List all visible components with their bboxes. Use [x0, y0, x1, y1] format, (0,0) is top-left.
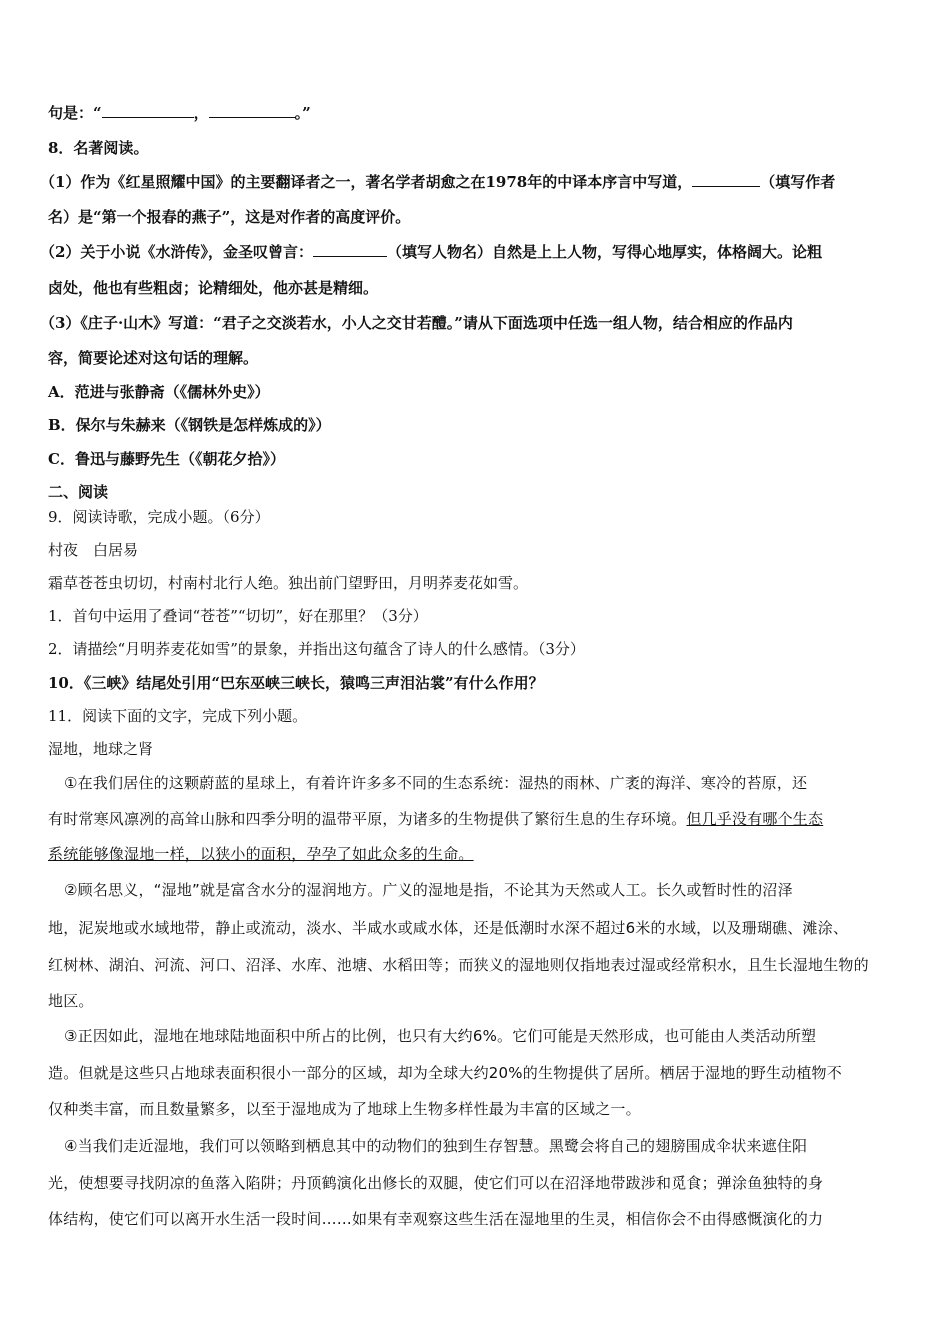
- q8-part1-line2: 名）是“第一个报春的燕子”，这是对作者的高度评价。: [48, 208, 411, 226]
- q8-part1-line1: [40, 172, 835, 192]
- article-p2-line2: 地，泥炭地或水域地带，静止或流动，淡水、半咸水或咸水体，还是低潮时水深不超过6米的水域，以及珊瑚礁、滩涂、: [48, 919, 849, 937]
- q10: 10．《三峡》结尾处引用“巴东巫峡三峡长，猿鸣三声泪沾裳”有什么作用？: [48, 674, 544, 692]
- article-p4-line1: ④当我们走近湿地，我们可以领略到栖息其中的动物们的独到生存智慧。黑鹭会将自己的翅膀围成伞状来遮住阳: [64, 1137, 808, 1155]
- poem-text: 霜草苍苍虫切切，村南村北行人绝。独出前门望野田，月明荞麦花如雪。: [48, 574, 529, 592]
- q8-part2-text: （2）关于小说《水浒传》，金圣叹曾言：: [40, 243, 313, 261]
- article-p4-line2: 光，使想要寻找阴凉的鱼落入陷阱；丹顶鹤演化出修长的双腿，使它们可以在沼泽地带跋涉和觅食；弹涂鱼独特的身: [48, 1174, 824, 1192]
- article-p1-line3: 系统能够像湿地一样，以狭小的面积，孕孕了如此众多的生命。: [48, 845, 474, 863]
- q8-part3-line1: （3）《庄子·山木》写道：“君子之交淡若水，小人之交甘若醴。”请从下面选项中任选一组人物，结合相应的作品内: [40, 314, 793, 332]
- answer-blank[interactable]: [692, 172, 760, 187]
- q8-part3-line2: 容，简要论述对这句话的理解。: [48, 349, 259, 367]
- answer-blank[interactable]: [102, 103, 194, 118]
- article-p3-line1: ③正因如此，湿地在地球陆地面积中所占的比例，也只有大约6%。它们可能是天然形成，也可能由人类活动所塑: [64, 1027, 817, 1045]
- q11-title: 11．阅读下面的文字，完成下列小题。: [48, 707, 308, 725]
- answer-blank[interactable]: [209, 103, 295, 118]
- q8-title: 8．名著阅读。: [48, 139, 149, 157]
- section-heading: 二、阅读: [48, 483, 109, 501]
- q7-sep: ，: [193, 104, 209, 122]
- article-p2-line1: ②顾名思义，“湿地”就是富含水分的湿润地方。广义的湿地是指，不论其为天然或人工。长久或暂时性的沼泽: [64, 881, 793, 899]
- q9-sub1: 1．首句中运用了叠词“苍苍”“切切”，好在那里？（3分）: [48, 607, 428, 625]
- article-p1-line2: [48, 809, 823, 829]
- poem-title: 村夜 白居易: [48, 541, 139, 559]
- q8-part1-hint: （填写作者: [760, 173, 836, 191]
- q7-prefix: 句是：“: [48, 104, 102, 122]
- q8-part2-line1: [40, 242, 822, 262]
- q9-title: 9．阅读诗歌，完成小题。（6分）: [48, 508, 270, 526]
- article-p2-line4: 地区。: [48, 992, 94, 1010]
- q7-answer-line: [48, 103, 311, 123]
- article-p4-line3: 体结构，使它们可以离开水生活一段时间……如果有幸观察这些生活在湿地里的生灵，相信你会不由得感慨演化的力: [48, 1210, 824, 1228]
- article-p2-line3: 红树林、湖泊、河流、河口、沼泽、水库、池塘、水稻田等；而狭义的湿地则仅指地表过湿或经常积水，且生长湿地生物的: [48, 956, 869, 974]
- q8-part2-hint: （填写人物名）自然是上上人物，写得心地厚实，体格阔大。论粗: [386, 243, 822, 261]
- q8-option-c: C．鲁迅与藤野先生（《朝花夕拾》）: [48, 450, 285, 468]
- q8-option-b: B．保尔与朱赫来（《钢铁是怎样炼成的》）: [48, 416, 331, 434]
- article-p1-line1: ①在我们居住的这颗蔚蓝的星球上，有着许许多多不同的生态系统：湿热的雨林、广袤的海洋、寒冷的苔原，还: [64, 774, 808, 792]
- q8-part1-text: （1）作为《红星照耀中国》的主要翻译者之一，著名学者胡愈之在1978年的中译本序言中写道，: [40, 173, 693, 191]
- q8-part2-line2: 卤处，他也有些粗卤；论精细处，他亦甚是精细。: [48, 279, 379, 297]
- article-p3-line2: 造。但就是这些只占地球表面积很小一部分的区域，却为全球大约20%的生物提供了居所。栖居于湿地的野生动植物不: [48, 1064, 842, 1082]
- q7-suffix: 。”: [294, 104, 311, 122]
- answer-blank[interactable]: [313, 242, 387, 257]
- article-p3-line3: 仅种类丰富，而且数量繁多，以至于湿地成为了地球上生物多样性最为丰富的区域之一。: [48, 1100, 641, 1118]
- q8-option-a: A．范进与张静斋（《儒林外史》）: [48, 383, 270, 401]
- article-title: 湿地，地球之肾: [48, 740, 154, 758]
- q9-sub2: 2．请描绘“月明荞麦花如雪”的景象，并指出这句蕴含了诗人的什么感情。（3分）: [48, 640, 585, 658]
- underlined-sentence: 但几乎没有哪个生态: [686, 810, 824, 828]
- p1-line2-text: 有时常寒风凛冽的高耸山脉和四季分明的温带平原，为诸多的生物提供了繁衍生息的生存环境。: [48, 810, 687, 828]
